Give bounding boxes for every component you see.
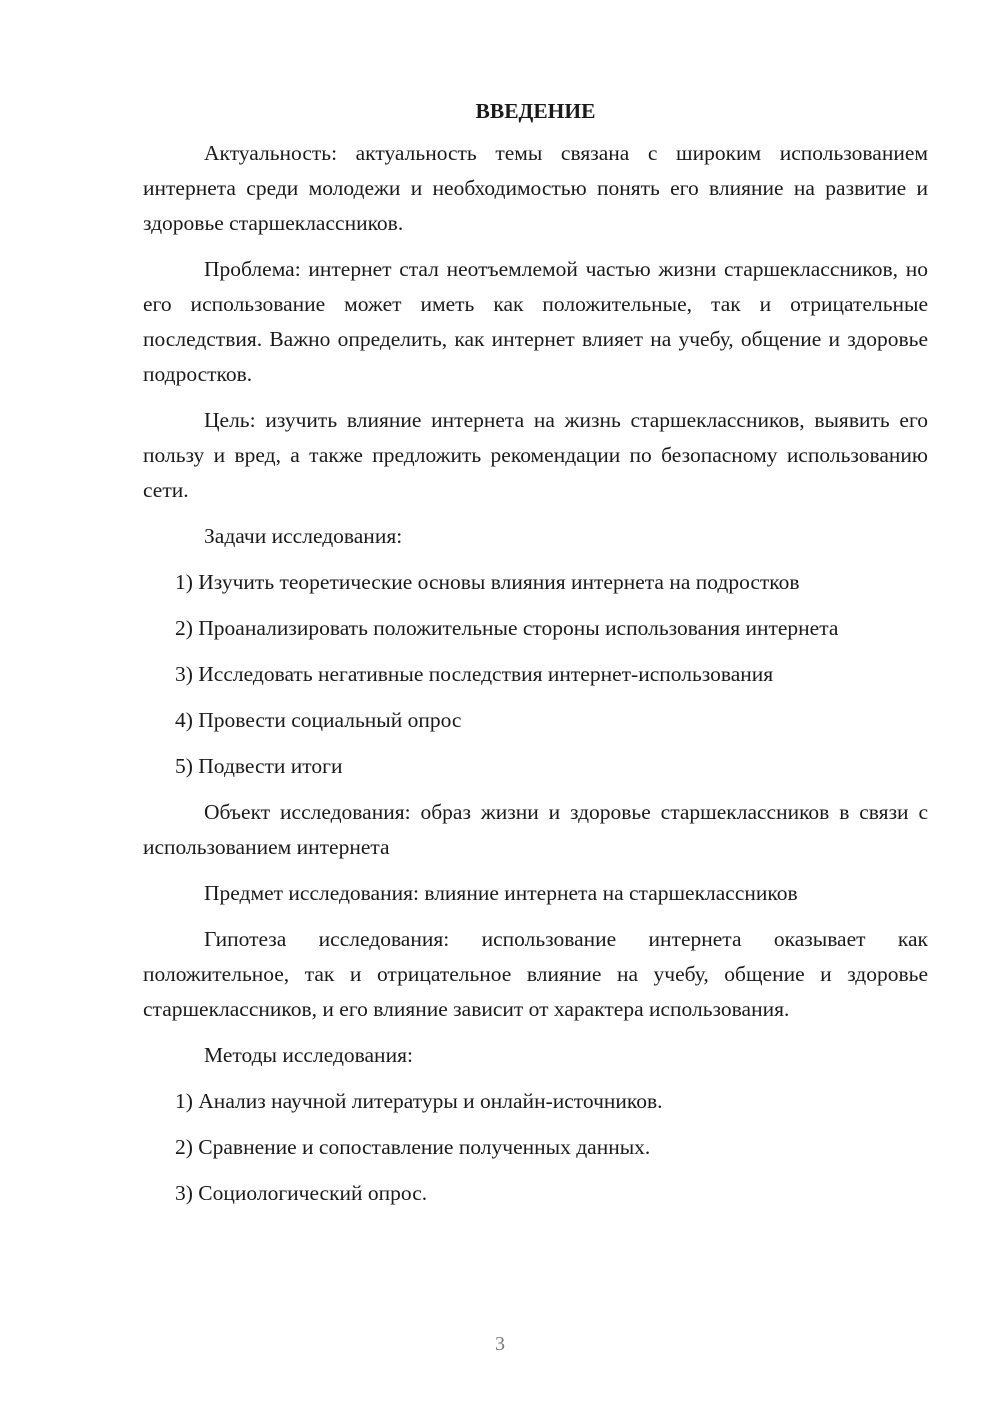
section-title: ВВЕДЕНИЕ <box>475 99 596 123</box>
goal-paragraph: Цель: изучить влияние интернета на жизнь старшеклассников, выявить его пользу и вред, а также предложить рекомендации по безопасному использованию сети. <box>143 408 928 502</box>
task-item: 2) Проанализировать положительные стороны использования интернета <box>175 616 839 640</box>
task-item: 3) Исследовать негативные последствия интернет-использования <box>175 662 774 686</box>
page-number: 3 <box>495 1333 505 1355</box>
tasks-label: Задачи исследования: <box>204 524 403 548</box>
relevance-paragraph: Актуальность: актуальность темы связана с широким использованием интернета среди молодежи и необходимостью понять его влияние на развитие и здоровье старшеклассников. <box>143 141 928 235</box>
task-item: 5) Подвести итоги <box>175 754 343 778</box>
document-page <box>143 96 928 1222</box>
hypothesis-paragraph: Гипотеза исследования: использование интернета оказывает как положительное, так и отрицательное влияние на учебу, общение и здоровье старшеклассников, и его влияние зависит от характера использования. <box>143 927 928 1021</box>
problem-paragraph: Проблема: интернет стал неотъемлемой частью жизни старшеклассников, но его использование может иметь как положительные, так и отрицательные последствия. Важно определить, как интернет влияет на учебу, общение и здоровье подростков. <box>143 257 928 386</box>
object-paragraph: Объект исследования: образ жизни и здоровье старшеклассников в связи с использованием интернета <box>143 800 928 859</box>
task-item: 4) Провести социальный опрос <box>175 708 462 732</box>
method-item: 3) Социологический опрос. <box>175 1181 428 1205</box>
method-item: 1) Анализ научной литературы и онлайн-источников. <box>175 1089 663 1113</box>
methods-label: Методы исследования: <box>204 1043 413 1067</box>
method-item: 2) Сравнение и сопоставление полученных данных. <box>175 1135 651 1159</box>
subject-paragraph: Предмет исследования: влияние интернета на старшеклассников <box>204 881 798 905</box>
task-item: 1) Изучить теоретические основы влияния интернета на подростков <box>175 570 800 594</box>
